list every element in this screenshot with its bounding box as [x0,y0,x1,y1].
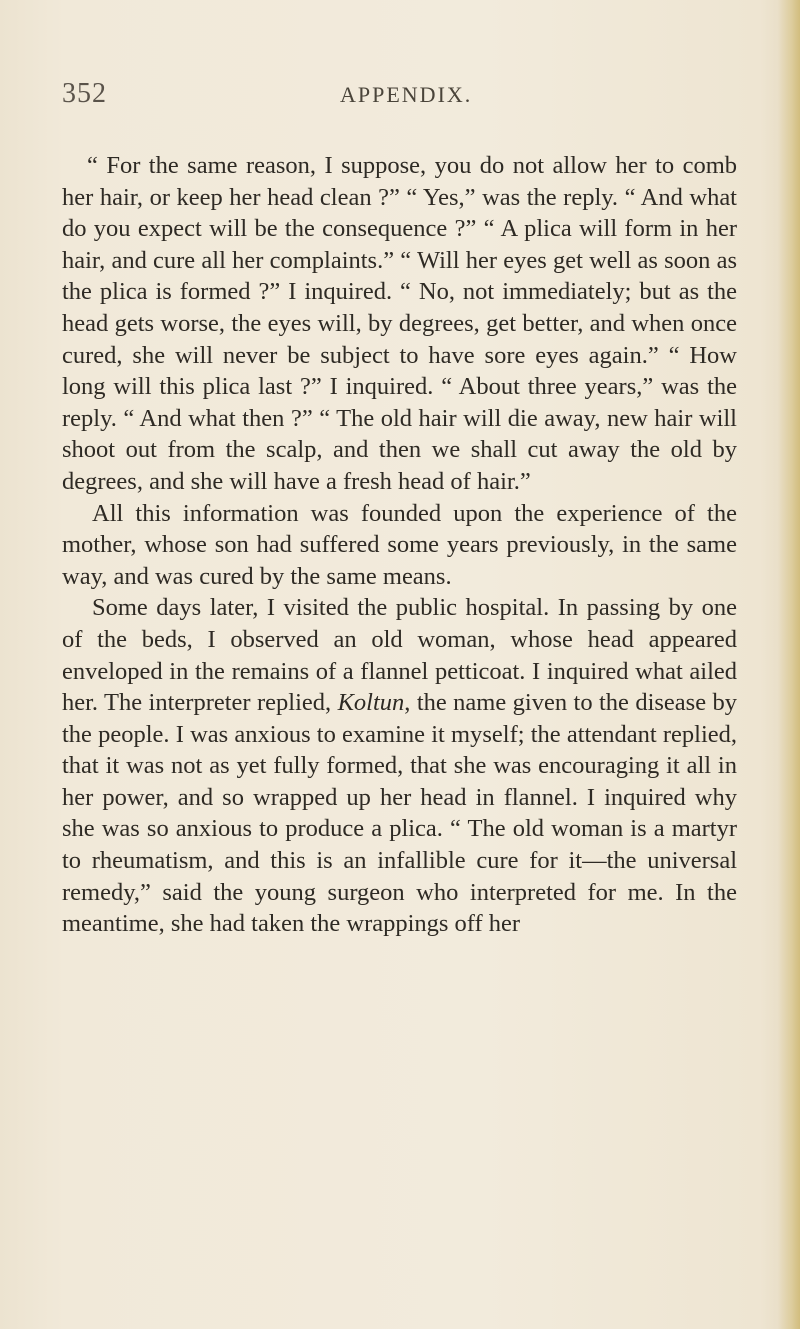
page-header [62,78,722,118]
page-number: 352 [62,78,107,109]
running-head: APPENDIX. [340,82,473,107]
paragraph-dialogue: “ For the same reason, I suppose, you do not allow her to comb her hair, or keep her head clean ?” “ Yes,” was the reply. “ And what do you expect will be the consequence ?” “ A plica will form in her hair, and cure all her complaints.” “ Will her eyes get well as soon as the plica is formed ?” I inquired. “ No, not immediately; but as the head gets worse, the eyes will, by degrees, get better, and when once cured, she will never be subject to have sore eyes again.” “ How long will this plica last ?” I inquired. “ About three years,” was the reply. “ And what then ?” “ The old hair will die away, new hair will shoot out from the scalp, and then we shall cut away the old by degrees, and she will have a fresh head of hair.” [62,152,737,495]
paragraph-hospital-part-1: Some days later, I visited the public hospital. In passing by one of the beds, I observed an old woman, whose head appeared enveloped in the remains of a flannel petticoat. I inquired what ailed her. The interpreter replied, [62,594,737,717]
italic-term-koltun: Koltun [337,689,405,717]
page-edge-stain [778,0,800,1329]
paragraph-hospital-part-2: , the name given to the disease by the people. I was anxious to examine it myself; the attendant replied, that it was not as yet fully formed, that she was encouraging it all in her power, and so wrapped up her head in flannel. I inquired why she was so anxious to produce a plica. “ The old woman is a martyr to rheumatism, and this is an infallible cure for it—the universal remedy,” said the young surgeon who interpreted for me. In the meantime, she had taken the wrappings off her [62,689,738,938]
paragraph-experience: All this information was founded upon the experience of the mother, whose son had suffered some years previously, in the same way, and was cured by the same means. [62,499,737,590]
paragraph-hospital [62,592,737,940]
body-text [62,150,737,940]
